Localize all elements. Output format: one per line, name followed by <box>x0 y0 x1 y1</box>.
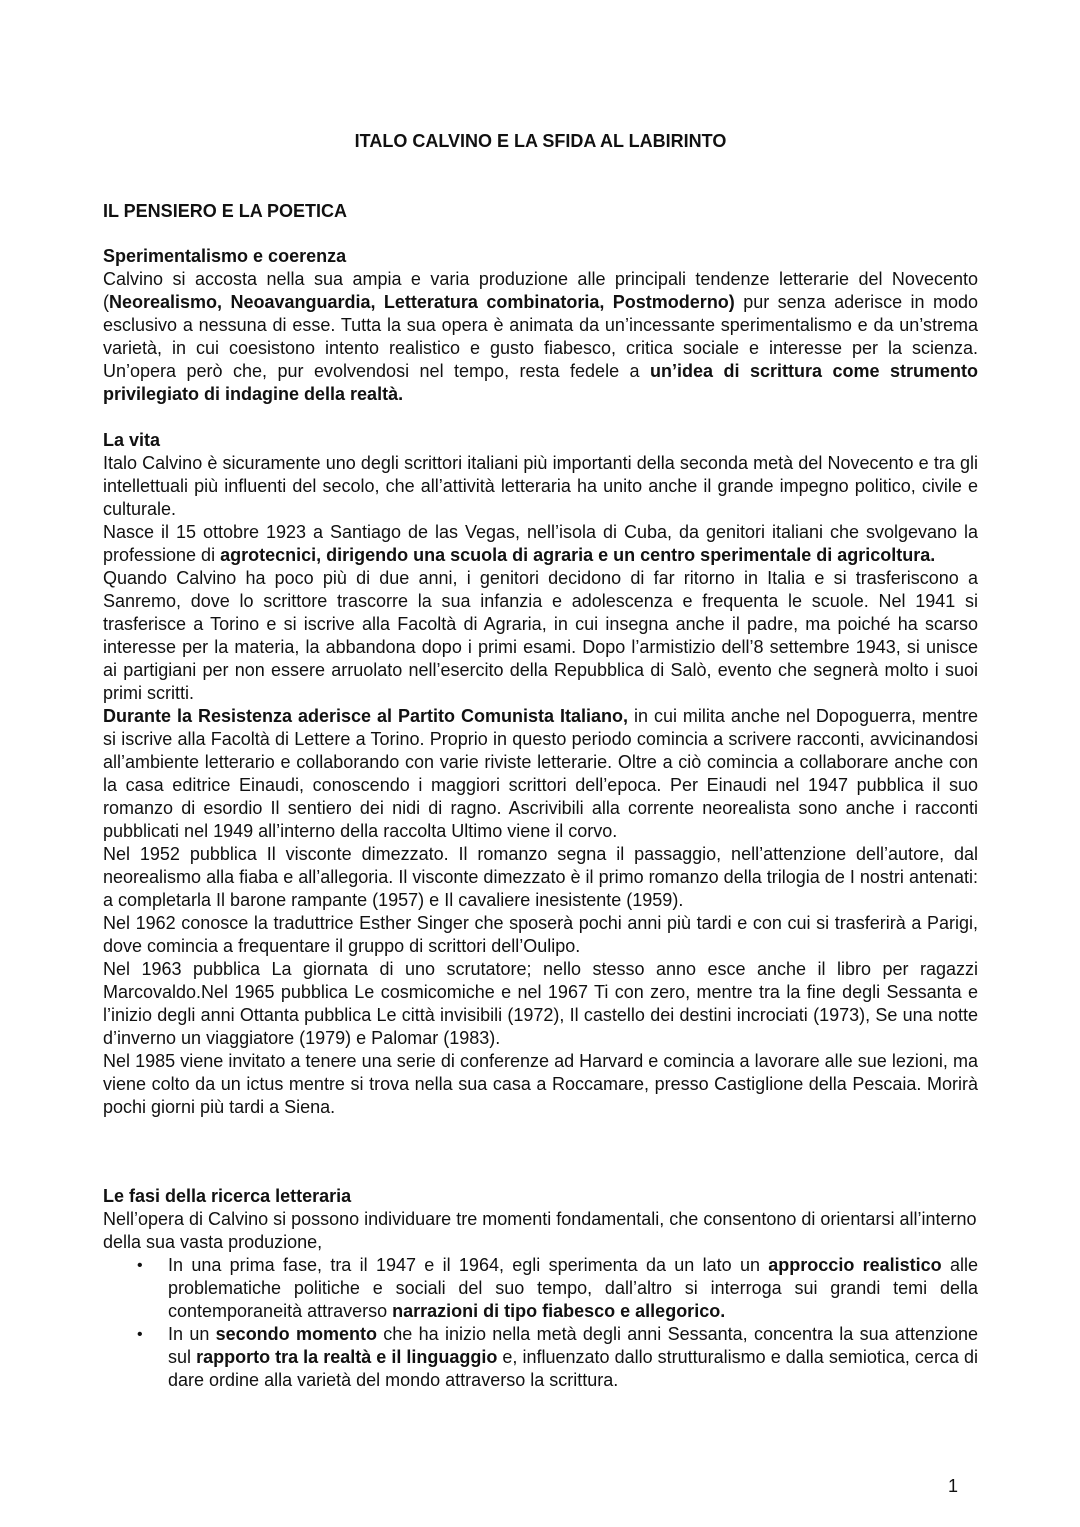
text-span: che ha inizio nella metà degli anni Sessanta, concentra la sua attenzione sul <box>168 1324 978 1367</box>
paragraph: Quando Calvino ha poco più di due anni, i genitori decidono di far ritorno in Italia e si trasferiscono a Sanremo, dove lo scrittore trascorre la sua infanzia e adolescenza e frequenta le scuole. Nel 1941 si trasferisce a Torino e si iscrive alla Facoltà di Agraria, in cui insegna anche il padre, ma poiché ha scarso interesse per la materia, la abbandona dopo i primi esami. Dopo l’armistizio dell’8 settembre 1943, si unisce ai partigiani per non essere arruolato nell’esercito della Repubblica di Salò, evento che segnerà molto i suoi primi scritti. <box>103 568 978 703</box>
text-span: Calvino si accosta nella sua ampia e varia produzione alle principali tendenze letterarie del Novecento ( <box>103 269 978 312</box>
text-span: In una prima fase, tra il 1947 e il 1964, egli sperimenta da un lato un <box>168 1255 769 1275</box>
subheading-fasi: Le fasi della ricerca letteraria <box>103 1186 352 1206</box>
text-span: pur senza aderisce in modo esclusivo a nessuna di esse. Tutta la sua opera è animata da un’incessante sperimentalismo e da un’strema varietà, in cui coesistono intento realistico e gusto fiabesco, critica sociale e interesse per la scienza. Un’opera però che, pur evolvendosi nel tempo, resta fedele a <box>103 292 979 381</box>
bullet-icon: • <box>137 1257 143 1274</box>
subheading-sperimentalismo: Sperimentalismo e coerenza <box>103 246 347 266</box>
paragraph: Nel 1963 pubblica La giornata di uno scrutatore; nello stesso anno esce anche il libro per ragazzi Marcovaldo.Nel 1965 pubblica Le cosmicomiche e nel 1967 Ti con zero, mentre tra la fine degli Sessanta e l’inizio degli anni Ottanta pubblica Le città invisibili (1972), Il castello dei destini incrociati (1973), Se una notte d’inverno un viaggiatore (1979) e Palomar (1983). <box>103 959 978 1048</box>
section-la-vita <box>103 429 978 1119</box>
bold-span: secondo momento <box>215 1324 377 1344</box>
text-span: Nasce il 15 ottobre 1923 a Santiago de las Vegas, nell’isola di Cuba, da genitori italiani che svolgevano la professione di <box>103 522 978 565</box>
bold-span: rapporto tra la realtà e il linguaggio <box>196 1347 498 1367</box>
section-sperimentalismo <box>103 245 978 406</box>
section-heading-main: IL PENSIERO E LA POETICA <box>103 201 348 221</box>
paragraph: Nell’opera di Calvino si possono individuare tre momenti fondamentali, che consentono di orientarsi all’interno della sua vasta produzione, <box>103 1209 977 1252</box>
text-span: e, influenzato dallo strutturalismo e dalla semiotica, cerca di dare ordine alla varietà del mondo attraverso la scrittura. <box>168 1347 978 1390</box>
bold-span: narrazioni di tipo fiabesco e allegorico. <box>392 1301 726 1321</box>
paragraph: Nel 1985 viene invitato a tenere una serie di conferenze ad Harvard e comincia a lavorare alle sue lezioni, ma viene colto da un ictus mentre si trova nella sua casa a Roccamare, presso Castiglione della Pescaia. Morirà pochi giorni più tardi a Siena. <box>103 1051 978 1117</box>
bullet-icon: • <box>137 1326 143 1343</box>
paragraph <box>103 705 978 843</box>
text-span: In un <box>168 1324 216 1344</box>
paragraph: Italo Calvino è sicuramente uno degli scrittori italiani più importanti della seconda metà del Novecento e tra gli intellettuali più influenti del secolo, che all’attività letteraria ha unito anche il grande impegno politico, civile e culturale. <box>103 453 978 519</box>
text-span: in cui milita anche nel Dopoguerra, mentre si iscrive alla Facoltà di Lettere a Torino. Proprio in questo periodo comincia a scrivere racconti, avvicinandosi all’ambiente letterario e collaborando con varie riviste letterarie. Oltre a ciò comincia a collaborare anche con la casa editrice Einaudi, conoscendo i maggiori scrittori dell’epoca. Per Einaudi nel 1947 pubblica il suo romanzo di esordio Il sentiero dei nidi di ragno. Ascrivibili alla corrente neorealista sono anche i racconti pubblicati nel 1949 all’interno della raccolta Ultimo viene il corvo. <box>103 706 978 841</box>
subheading-la-vita: La vita <box>103 430 161 450</box>
bold-span: approccio realistico <box>768 1255 942 1275</box>
paragraph <box>103 521 978 567</box>
bold-span: Durante la Resistenza aderisce al Partito Comunista Italiano, <box>103 706 628 726</box>
section-fasi <box>103 1185 978 1392</box>
list-item <box>103 1323 978 1392</box>
paragraph: Nel 1952 pubblica Il visconte dimezzato. Il romanzo segna il passaggio, nell’attenzione dell’autore, dal neorealismo alla fiaba e all’allegoria. Il visconte dimezzato è il primo romanzo della trilogia de I nostri antenati: a completarla Il barone rampante (1957) e Il cavaliere inesistente (1959). <box>103 844 978 910</box>
text-span: alle problematiche politiche e sociali del suo tempo, dall’altro si interroga sui grandi temi della contemporaneità attraverso <box>168 1255 979 1321</box>
bold-span: un’idea di scrittura come strumento privilegiato di indagine della realtà. <box>103 361 979 404</box>
paragraph: Nel 1962 conosce la traduttrice Esther Singer che sposerà pochi anni più tardi e con cui si trasferirà a Parigi, dove comincia a frequentare il gruppo di scrittori dell’Oulipo. <box>103 913 978 956</box>
list-item <box>103 1254 978 1323</box>
page-number: 1 <box>948 1476 959 1496</box>
bold-span: Neorealismo, Neoavanguardia, Letteratura combinatoria, Postmoderno) <box>109 292 735 312</box>
bullet-list <box>103 1254 978 1392</box>
document-title: ITALO CALVINO E LA SFIDA AL LABIRINTO <box>354 131 727 151</box>
bold-span: agrotecnici, dirigendo una scuola di agraria e un centro sperimentale di agricoltura. <box>220 545 936 565</box>
paragraph <box>103 268 978 406</box>
